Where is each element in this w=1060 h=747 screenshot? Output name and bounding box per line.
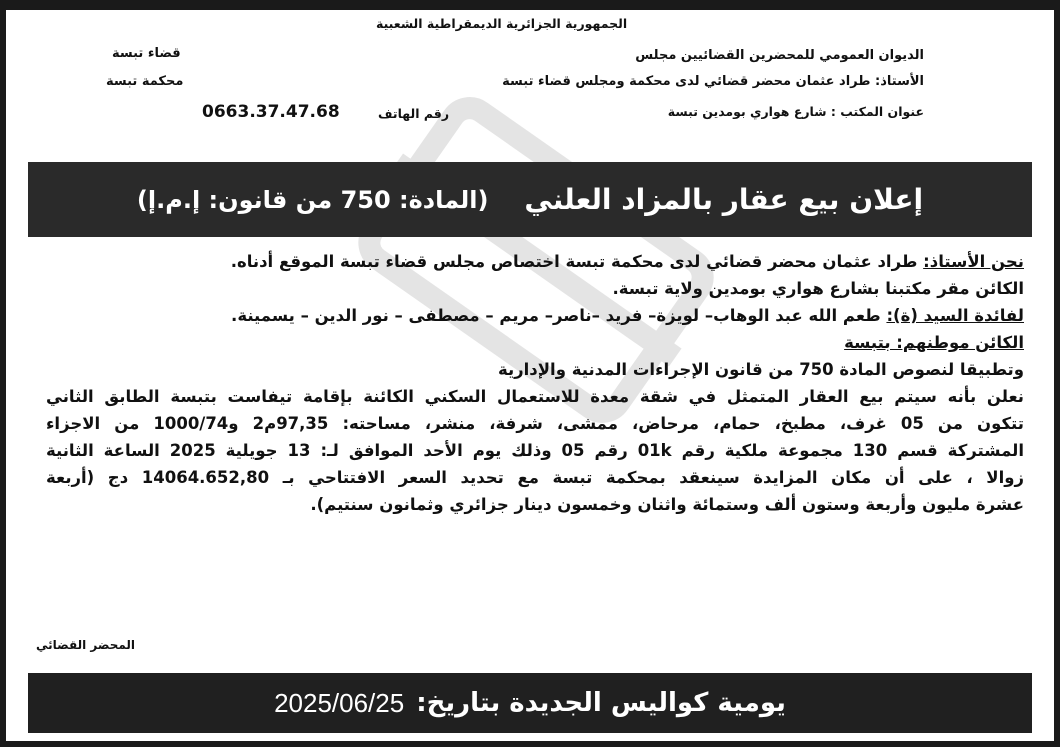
body-line: الكائن مقر مكتبنا بشارع هواري بومدين ولاية تبسة. bbox=[612, 279, 1024, 298]
publication-name: يومية كواليس الجديدة بتاريخ: bbox=[416, 688, 786, 718]
beneficiary-label: لفائدة السيد (ة): bbox=[886, 306, 1024, 325]
body-line: لفائدة السيد (ة): طعم الله عبد الوهاب– لويزة– فريد –ناصر– مريم – مصطفى – نور الدين – يسمينة. bbox=[231, 306, 1024, 325]
court-name: محكمة تبسة bbox=[106, 74, 184, 89]
body-line: نعلن بأنه سيتم بيع العقار المتمثل في شقة معدة للاستعمال السكني الكائنة بإقامة تيفاست بتبسة الطابق الثاني bbox=[46, 387, 1024, 406]
jurisdiction: قضاء تبسة bbox=[112, 46, 181, 61]
body-line: وتطبيقا لنصوص المادة 750 من قانون الإجراءات المدنية والإدارية bbox=[497, 360, 1024, 379]
body-line: تتكون من 05 غرف، مطبخ، حمام، مرحاض، ممشى، شرفة، منشر، مساحته: 97,35م2 و1000/74 من الاجزاء bbox=[46, 414, 1024, 433]
announcement-body bbox=[46, 248, 1024, 518]
body-line: عشرة مليون وأربعة وستون ألف وستمائة واثنان وخمسون دينار جزائري وثمانون سنتيم). bbox=[310, 495, 1024, 514]
body-line: المشتركة قسم 130 مجموعة ملكية رقم 01k رقم 05 وذلك يوم الأحد الموافق لـ: 13 جويلية 2025 الساعة الثانية bbox=[46, 441, 1024, 460]
body-line: زوالا ، على أن مكان المزايدة سينعقد بمحكمة تبسة مع تحديد السعر الافتتاحي بـ 14064.652,80 دج (أربعة bbox=[46, 468, 1025, 487]
signature: المحضر القضائي bbox=[36, 638, 136, 652]
article-reference: (المادة: 750 من قانون: إ.م.إ) bbox=[136, 185, 489, 214]
phone-label: رقم الهاتف bbox=[378, 106, 450, 121]
bailiff-name: الأستاذ: طراد عثمان محضر قضائي لدى محكمة ومجلس قضاء تبسة bbox=[502, 74, 924, 89]
bailiff-label: نحن الأستاذ: bbox=[923, 252, 1024, 271]
phone-number: 0663.37.47.68 bbox=[202, 102, 340, 122]
body-line: الكائن موطنهم: بتبسة bbox=[844, 333, 1024, 352]
body-line: نحن الأستاذ: طراد عثمان محضر قضائي لدى محكمة تبسة اختصاص مجلس قضاء تبسة الموقع أدناه. bbox=[230, 252, 1024, 271]
office-address: عنوان المكتب : شارع هواري بومدين تبسة bbox=[667, 104, 924, 119]
republic-title: الجمهورية الجزائرية الديمقراطية الشعبية bbox=[376, 16, 628, 31]
announcement-title: إعلان بيع عقار بالمزاد العلني bbox=[524, 183, 924, 216]
title-banner bbox=[28, 162, 1032, 237]
header bbox=[6, 10, 1054, 150]
office-name: الديوان العمومي للمحضرين القضائيين مجلس bbox=[635, 48, 924, 63]
footer-banner bbox=[28, 673, 1032, 733]
publication-date: 2025/06/25 bbox=[274, 687, 405, 718]
